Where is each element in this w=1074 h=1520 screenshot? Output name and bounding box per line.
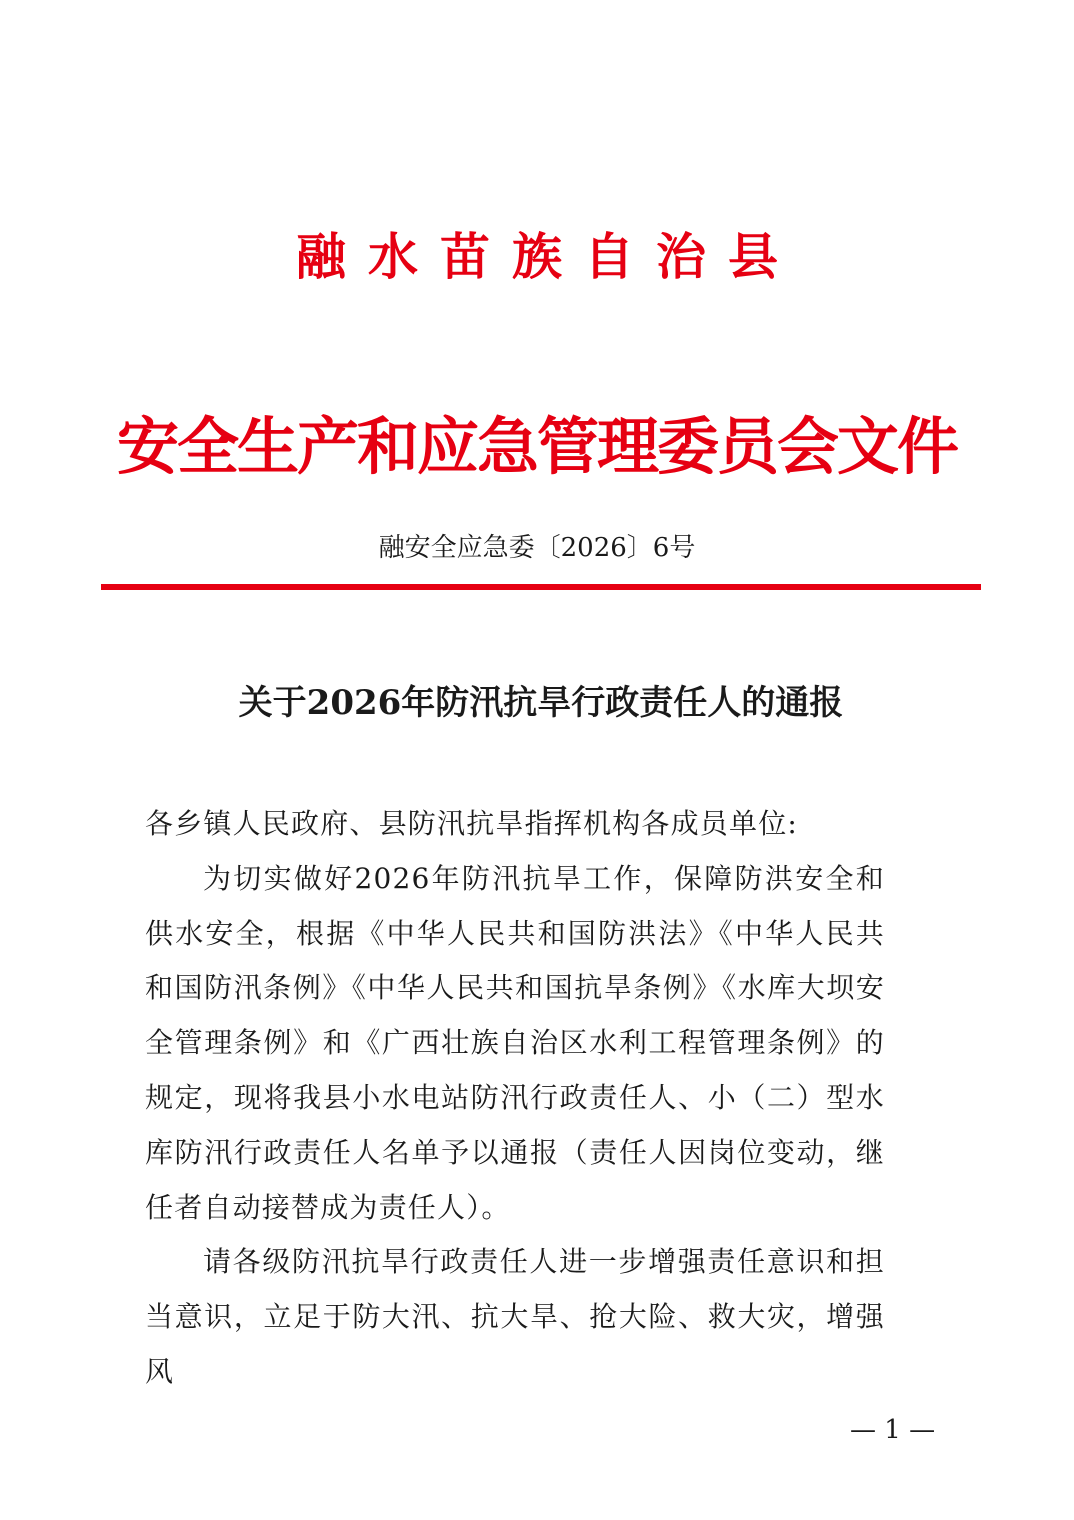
body-paragraph-2: 请各级防汛抗旱行政责任人进一步增强责任意识和担当意识，立足于防大汛、抗大旱、抢大险、救大灾，增强风 xyxy=(145,1245,885,1388)
issuer-name-line1: 融水苗族自治县 xyxy=(296,227,800,286)
red-separator-rule xyxy=(101,584,981,590)
document-body xyxy=(145,797,885,1400)
document-title: 关于2026年防汛抗旱行政责任人的通报 xyxy=(238,683,844,723)
issuer-name-line2: 安全生产和应急管理委员会文件 xyxy=(116,410,957,483)
body-paragraph-1: 为切实做好2026年防汛抗旱工作，保障防洪安全和供水安全，根据《中华人民共和国防洪法》《中华人民共和国防汛条例》《中华人民共和国抗旱条例》《水库大坝安全管理条例》和《广西壮族自治区水利工程管理条例》的规定，现将我县小水电站防汛行政责任人、小（二）型水库防汛行政责任人名单予以通报（责任人因岗位变动，继任者自动接替成为责任人）。 xyxy=(145,861,885,1224)
page-number: — 1 — xyxy=(850,1415,936,1445)
salutation: 各乡镇人民政府、县防汛抗旱指挥机构各成员单位: xyxy=(145,807,799,840)
document-number: 融安全应急委〔2026〕6号 xyxy=(378,533,696,563)
